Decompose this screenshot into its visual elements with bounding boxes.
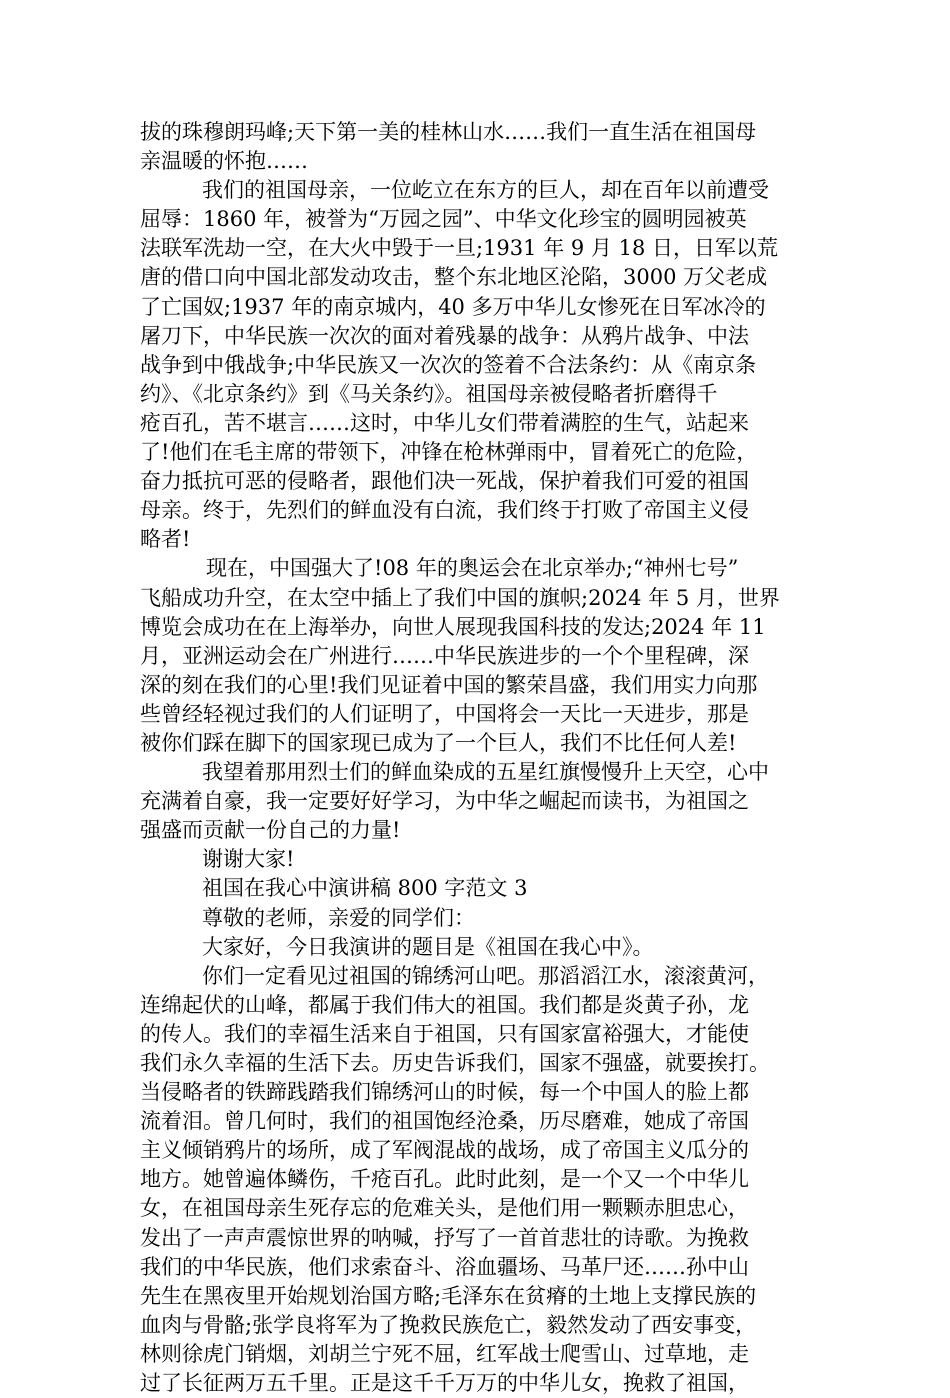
- text-line: 血肉与骨骼;张学良将军为了挽救民族危亡，毅然发动了西安事变，: [140, 1312, 757, 1337]
- text-line: 了!他们在毛主席的带领下，冲锋在枪林弹雨中，冒着死亡的危险，: [140, 440, 758, 465]
- paragraph-start: 我望着那用烈士们的鲜血染成的五星红旗慢慢升上天空，心中: [202, 760, 769, 785]
- text-line: 拔的珠穆朗玛峰;天下第一美的桂林山水……我们一直生活在祖国母: [140, 120, 757, 144]
- text-line: 母亲。终于，先烈们的鲜血没有白流，我们终于打败了帝国主义侵: [140, 498, 749, 523]
- section-heading: 祖国在我心中演讲稿 800 字范文 3: [202, 876, 528, 901]
- text-line: 被你们踩在脚下的国家现已成为了一个巨人，我们不比任何人差!: [140, 730, 737, 755]
- salutation: 尊敬的老师，亲爱的同学们：: [202, 905, 475, 930]
- text-line: 充满着自豪，我一定要好好学习，为中华之崛起而读书，为祖国之: [140, 789, 749, 814]
- text-line: 连绵起伏的山峰，都属于我们伟大的祖国。我们都是炎黄子孙，龙: [140, 992, 749, 1017]
- text-line: 月，亚洲运动会在广州进行……中华民族进步的一个个里程碑，深: [140, 643, 749, 668]
- text-line: 先生在黑夜里开始规划治国方略;毛泽东在贫瘠的土地上支撑民族的: [140, 1283, 757, 1308]
- text-line: 战争到中俄战争;中华民族又一次次的签着不合法条约：从《南京条: [140, 352, 757, 377]
- text-line: 发出了一声声震惊世界的呐喊，抒写了一首首悲壮的诗歌。为挽救: [140, 1225, 749, 1250]
- text-line: 唐的借口向中国北部发动攻击，整个东北地区沦陷，3000 万父老成: [140, 265, 768, 290]
- text-line: 我们的中华民族，他们求索奋斗、浴血疆场、马革尸还……孙中山: [140, 1254, 749, 1279]
- text-line: 流着泪。曾几何时，我们的祖国饱经沧桑，历尽磨难，她成了帝国: [140, 1109, 749, 1134]
- text-line: 强盛而贡献一份自己的力量!: [140, 818, 401, 843]
- text-line: 林则徐虎门销烟，刘胡兰宁死不屈，红军战士爬雪山、过草地，走: [140, 1341, 749, 1366]
- text-line: 博览会成功在在上海举办，向世人展现我国科技的发达;2024 年 11: [140, 614, 766, 639]
- text-line: 亲温暖的怀抱……: [140, 149, 308, 174]
- paragraph-start: 大家好，今日我演讲的题目是《祖国在我心中》。: [202, 934, 654, 959]
- text-line: 些曾经轻视过我们的人们证明了，中国将会一天比一天进步，那是: [140, 701, 749, 726]
- text-line: 屈辱：1860 年，被誉为“万园之园”、中华文化珍宝的圆明园被英: [140, 207, 747, 232]
- text-line: 地方。她曾遍体鳞伤，千疮百孔。此时此刻，是一个又一个中华儿: [140, 1167, 749, 1192]
- text-line: 法联军洗劫一空，在大火中毁于一旦;1931 年 9 月 18 日，日军以荒: [140, 236, 778, 261]
- text-line: 疮百孔，苦不堪言……这时，中华儿女们带着满腔的生气，站起来: [140, 410, 749, 435]
- text-line: 女，在祖国母亲生死存忘的危难关头，是他们用一颗颗赤胆忠心，: [140, 1196, 749, 1221]
- text-line: 飞船成功升空，在太空中插上了我们中国的旗帜;2024 年 5 月，世界: [140, 585, 780, 610]
- text-line: 屠刀下，中华民族一次次的面对着残暴的战争：从鸦片战争、中法: [140, 323, 749, 348]
- text-line: 我们永久幸福的生活下去。历史告诉我们，国家不强盛，就要挨打。: [140, 1051, 770, 1075]
- text-line: 主义倾销鸦片的场所，成了军阀混战的战场，成了帝国主义瓜分的: [140, 1138, 749, 1163]
- text-line: 当侵略者的铁蹄践踏我们锦绣河山的时候，每一个中国人的脸上都: [140, 1080, 749, 1105]
- paragraph-start: 你们一定看见过祖国的锦绣河山吧。那滔滔江水，滚滚黄河，: [202, 963, 769, 988]
- text-line: 略者!: [140, 527, 191, 552]
- thanks-line: 谢谢大家!: [202, 847, 295, 872]
- paragraph-start: 我们的祖国母亲，一位屹立在东方的巨人，却在百年以前遭受: [202, 178, 769, 203]
- document-page: [140, 118, 820, 1398]
- text-line: 了亡国奴;1937 年的南京城内，40 多万中华儿女惨死在日军冰冷的: [140, 294, 766, 319]
- text-line: 过了长征两万五千里。正是这千千万万的中华儿女，挽救了祖国，: [140, 1371, 749, 1396]
- text-line: 奋力抵抗可恶的侵略者，跟他们决一死战，保护着我们可爱的祖国: [140, 469, 749, 494]
- text-line: 深的刻在我们的心里!我们见证着中国的繁荣昌盛，我们用实力向那: [140, 672, 758, 697]
- text-line: 约》、《北京条约》到《马关条约》。祖国母亲被侵略者折磨得千: [140, 381, 718, 406]
- text-line: 的传人。我们的幸福生活来自于祖国，只有国家富裕强大，才能使: [140, 1021, 749, 1046]
- paragraph-start: 现在，中国强大了!08 年的奥运会在北京举办;“神州七号”: [206, 556, 739, 581]
